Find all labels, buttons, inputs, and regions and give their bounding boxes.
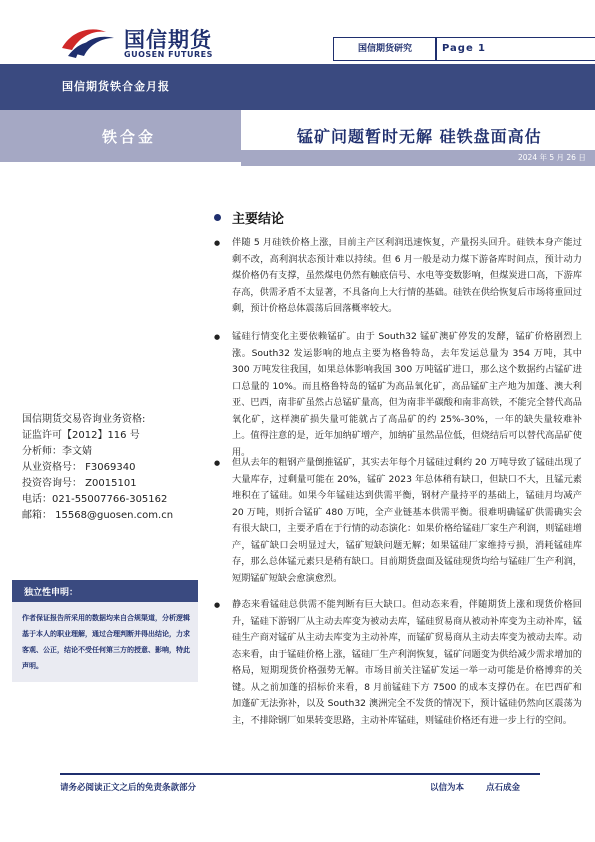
summary-paragraph [214,235,582,318]
logo-name-en: GUOSEN FUTURES [124,50,213,59]
independence-title: 独立性申明： [24,588,79,598]
bullet-icon: ● [214,333,221,341]
qualification-block [22,412,197,524]
paragraph-text: 伴随 5 月硅铁价格上涨，目前主产区利润迅速恢复，产量拐头回升。硅铁本身产能过剩不改，高利润状态预计难以持续。但 6 月一般是动力煤下游备库时间点，预计动力煤价格仍有支撑，虽然煤电仍然有触底信号、水电等变数影响，但煤炭进口高，下游库存高，供需矛盾不太显著，不具备向上大行情的基础。硅铁在供给恢复后市场将重回过剩，预计价格总体震荡后回落概率较大。 [232,237,582,314]
report-type: 国信期货研究 [357,44,412,54]
page-label: Page [442,43,474,54]
paragraph-text: 但从去年的粗钢产量倒推锰矿，其实去年每个月锰硅过剩约 20 万吨导致了锰硅出现了大量库存，过剩量可能在 20%，锰矿 2023 年总体稍有缺口，但缺口不大，且锰元素堆积在了锰硅。如果今年锰硅达到供需平衡，钢材产量持平的基础上，锰硅月均减产 20 万吨，则折合锰矿 480 万吨，全产业链基本供需平衡。很难明确锰矿供需确实会有很大缺口，主要矛盾在于行情的动态演化：如果价格给锰硅厂家生产利润，则锰硅增产，锰矿缺口会明显过大，锰矿短缺问题无解；如果锰硅厂家维持亏损，消耗锰硅库存，那么总体锰元素只是稍有缺口。目前期货盘面及锰硅现货均给与锰硅厂生产利润，短期锰矿短缺会愈演愈烈。 [232,457,582,584]
paragraph-text: 锰硅行情变化主要依赖锰矿。由于 South32 锰矿澳矿停发的发酵，锰矿价格剧烈上涨。South32 发运影响的地点主要为格鲁特岛，去年发运总量为 354 万吨，其中 300 万吨发往我国，如果总体影响我国 300 万吨锰矿进口，那么这个数据约占锰矿进口总量的 10%。而且格鲁特岛的锰矿为高品氧化矿，高品锰矿主产地为加蓬、澳大利亚、巴西，南非矿虽然占总锰矿量高，但为南非半碳酸和南非高铁，不能完全替代高品氧化矿，这样澳矿损失量可能就占了高品矿的约 25%-30%，一年的缺失量较难补上。值得注意的是，近年加纳矿增产，加纳矿虽然品位低，但烧结后可以替代高品矿使用。 [232,331,582,458]
report-date: 2024 年 5 月 26 日 [518,153,586,162]
page-number: 1 [478,43,485,54]
summary-paragraph [214,455,582,587]
paragraph-text: 静态来看锰硅总供需不能判断有巨大缺口。但动态来看，伴随期货上涨和现货价格回升，锰硅下游钢厂从主动去库变为被动去库，锰硅贸易商从被动补库变为主动补库，锰硅生产商对锰矿从主动去库变为主动补库，而锰矿贸易商从主动去库变为被动去库。动态来看，由于锰硅价格上涨，锰硅厂生产利润恢复，锰矿问题变为供给减少需求增加的格局，短期现货价格强势无解。市场目前关注锰矿发运一举一动可能是价格博弈的关键。从之前加蓬的招标价来看，8 月前锰硅下方 7500 的成本支撑仍在。在巴西矿和加蓬矿无法弥补，以及 South32 澳洲完全不发货的情况下，预计锰硅仍然向区震荡为主，不排除钢厂如果转变思路，主动补库锰硅，则锰硅价格还有进一步上行的空间。 [232,599,582,726]
qualification-line: 证监许可【2012】116 号 [22,430,140,441]
logo-name-cn: 国信期货 [124,28,212,52]
footer-disclaimer: 请务必阅读正文之后的免责条款部分 [60,783,197,793]
bullet-icon: ● [214,459,221,467]
report-title: 锰矿问题暂时无解 硅铁盘面高估 [297,127,542,146]
guosen-logo-icon [58,26,118,60]
category-label: 铁合金 [102,128,157,146]
series-title: 国信期货铁合金月报 [62,80,170,93]
advisory-cert-number: 投资咨询号： Z0015101 [22,478,137,489]
bullet-icon: ● [214,601,221,609]
email: 邮箱： 15568@guosen.com.cn [22,510,174,521]
section-bullet-icon [214,214,221,221]
summary-paragraph [214,329,582,461]
phone: 电话：021-55007766-305162 [22,494,168,505]
footer-slogan-1: 以信为本 [430,783,465,793]
practice-cert-number: 从业资格号： F3069340 [22,462,136,473]
analyst-name: 分析师：李文婧 [22,446,92,457]
section-title: 主要结论 [232,212,285,227]
summary-paragraph [214,597,582,729]
bullet-icon: ● [214,239,221,247]
footer-rule [60,773,540,775]
footer-slogan-2: 点石成金 [486,783,521,793]
independence-statement: 作者保证报告所采用的数据均来自合规渠道，分析逻辑基于本人的职业理解，通过合理判断并得出结论，力求客观、公正，结论不受任何第三方的授意、影响，特此声明。 [22,614,190,670]
qualification-line: 国信期货交易咨询业务资格: [22,414,146,425]
report-tag-divider [435,37,437,61]
